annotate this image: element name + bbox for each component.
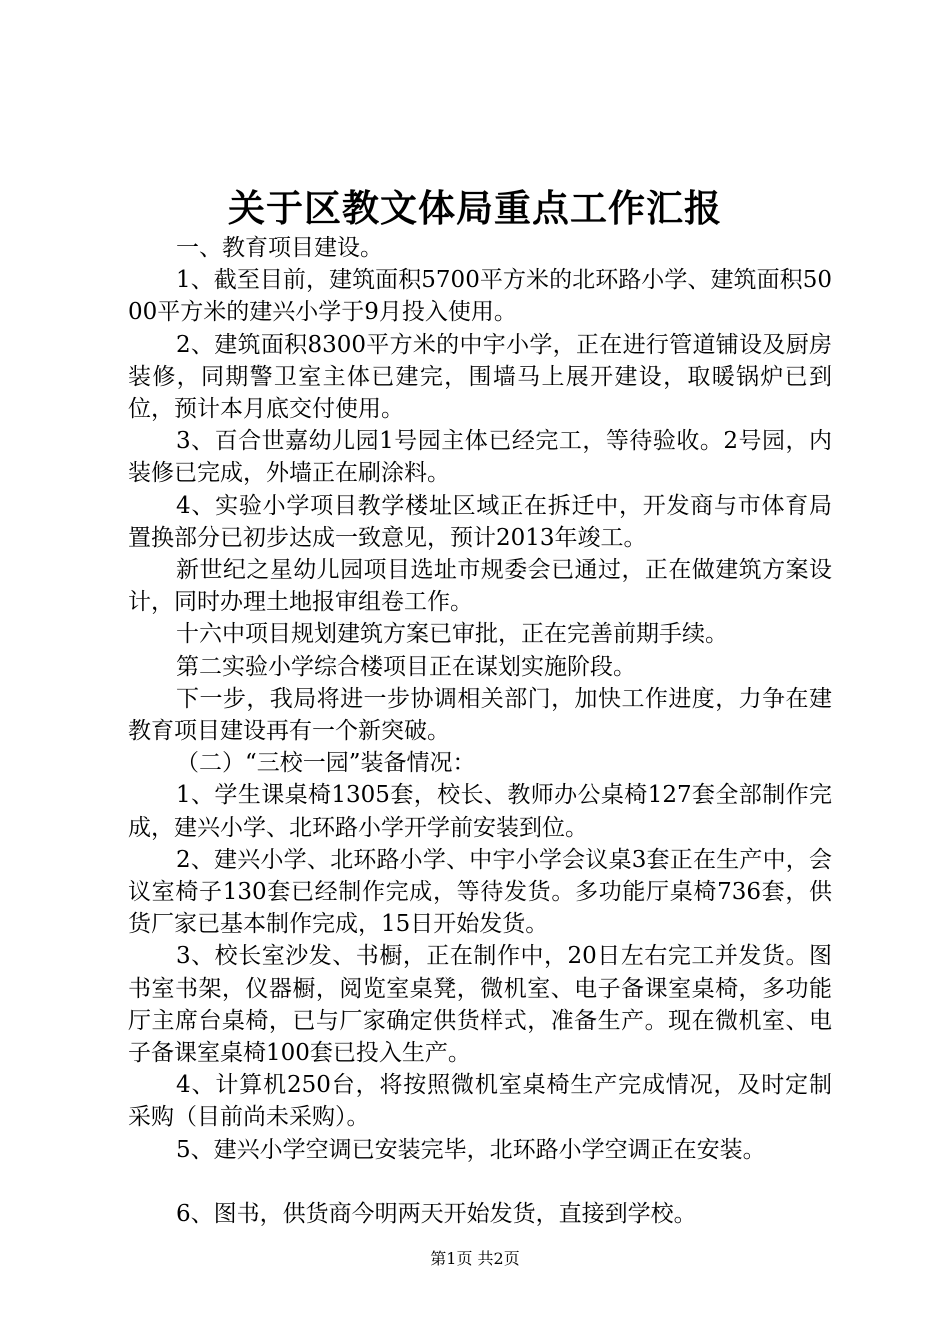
page-number-footer: 第1页 共2页 bbox=[430, 1249, 520, 1268]
paragraph: 2、建兴小学、北环路小学、中宇小学会议桌3套正在生产中，会议室椅子130套已经制作完成，等待发货。多功能厅桌椅736套，供货厂家已基本制作完成，15日开始发货。 bbox=[128, 846, 832, 938]
paragraph: 3、校长室沙发、书橱，正在制作中，20日左右完工并发货。图书室书架，仪器橱，阅览室桌凳，微机室、电子备课室桌椅，多功能厅主席台桌椅，已与厂家确定供货样式，准备生产。现在微机室、电子备课室桌椅100套已投入生产。 bbox=[128, 943, 832, 1067]
document-body bbox=[128, 232, 832, 1230]
paragraph: 1、学生课桌椅1305套，校长、教师办公桌椅127套全部制作完成，建兴小学、北环路小学开学前安装到位。 bbox=[128, 782, 832, 841]
paragraph: 下一步，我局将进一步协调相关部门，加快工作进度，力争在建教育项目建设再有一个新突破。 bbox=[128, 685, 832, 745]
section-heading-equipment: （二）“三校一园”装备情况： bbox=[176, 750, 476, 777]
paragraph: 3、百合世嘉幼儿园1号园主体已经完工，等待验收。2号园，内装修已完成，外墙正在刷涂料。 bbox=[128, 428, 832, 487]
paragraph: 4、计算机250台，将按照微机室桌椅生产完成情况，及时定制采购（目前尚未采购）。 bbox=[128, 1072, 832, 1131]
paragraph: 十六中项目规划建筑方案已审批，正在完善前期手续。 bbox=[176, 621, 728, 648]
paragraph: 第二实验小学综合楼项目正在谋划实施阶段。 bbox=[176, 653, 636, 680]
document-title: 关于区教文体局重点工作汇报 bbox=[228, 186, 722, 230]
paragraph: 6、图书，供货商今明两天开始发货，直接到学校。 bbox=[176, 1200, 697, 1227]
paragraph: 新世纪之星幼儿园项目选址市规委会已通过，正在做建筑方案设计，同时办理土地报审组卷工作。 bbox=[128, 557, 832, 616]
section-heading-education-projects: 一、教育项目建设。 bbox=[176, 235, 383, 261]
paragraph: 2、建筑面积8300平方米的中宇小学，正在进行管道铺设及厨房装修，同期警卫室主体已建完，围墙马上展开建设，取暖锅炉已到位，预计本月底交付使用。 bbox=[128, 331, 832, 423]
paragraph: 5、建兴小学空调已安装完毕，北环路小学空调正在安装。 bbox=[176, 1136, 766, 1163]
paragraph: 1、截至目前，建筑面积5700平方米的北环路小学、建筑面积5000平方米的建兴小学于9月投入使用。 bbox=[128, 267, 832, 326]
paragraph: 4、实验小学项目教学楼址区域正在拆迁中，开发商与市体育局置换部分已初步达成一致意见，预计2013年竣工。 bbox=[128, 492, 832, 551]
